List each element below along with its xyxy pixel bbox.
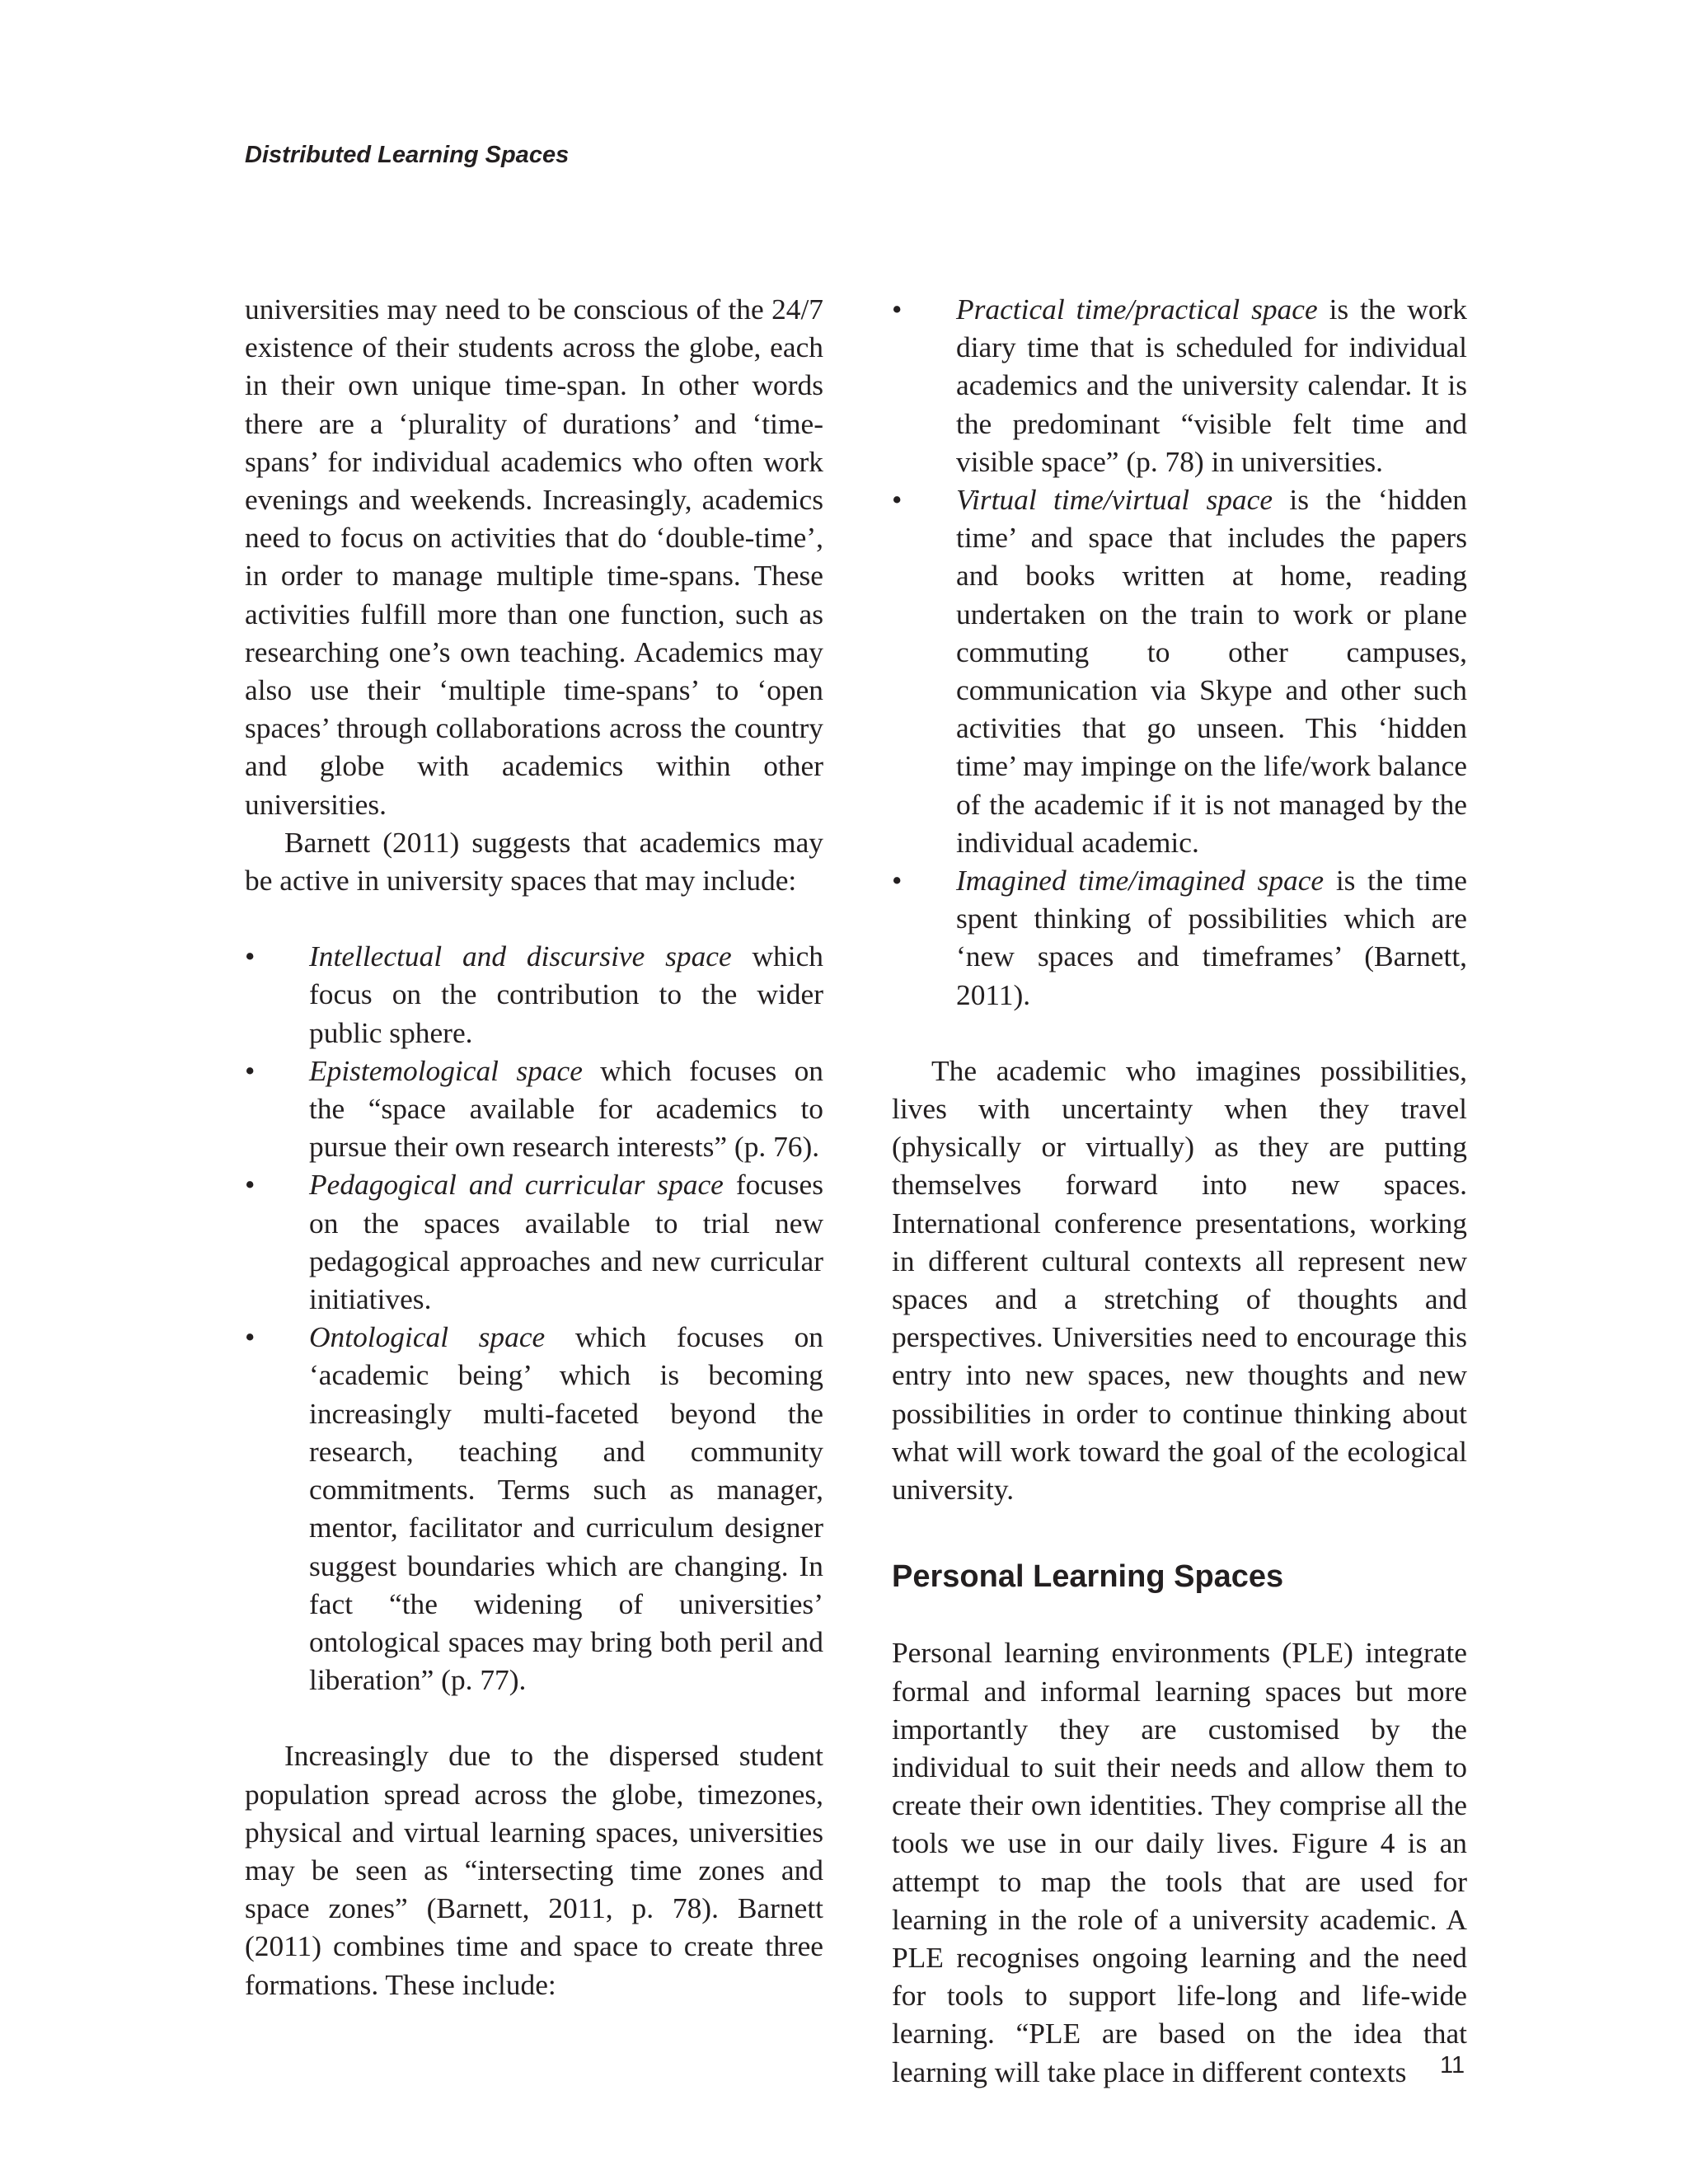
list-item bbox=[245, 1318, 823, 1699]
list-item bbox=[892, 290, 1467, 480]
left-paragraph-3: Increasingly due to the dispersed student population spread across the globe, timezones, physical and virtual learning spaces, universities may be seen as “intersecting time zones and space zones” (Barnett, 2011, p. 78). Barnett (2011) combines time and space to create three formations. These include: bbox=[245, 1739, 823, 2001]
bullet-icon: • bbox=[245, 1053, 256, 1087]
left-paragraph-2: Barnett (2011) suggests that academics may be active in university spaces that may include: bbox=[245, 825, 823, 898]
list-item-term: Intellectual and discursive space bbox=[309, 940, 732, 973]
list-item bbox=[892, 480, 1467, 861]
bullet-icon: • bbox=[245, 940, 256, 973]
page-number: 11 bbox=[1440, 2052, 1465, 2079]
list-item bbox=[892, 861, 1467, 1014]
time-space-formations-list bbox=[892, 290, 1467, 1014]
bullet-icon: • bbox=[892, 864, 903, 898]
right-paragraph-2: Personal learning environments (PLE) integrate formal and informal learning spaces but more importantly they are customised by the individual to suit their needs and allow them to create their own identities. They comprise all the tools we use in our daily lives. Figure 4 is an attempt to map the tools that are used for learning in the role of a university academic. A PLE recognises ongoing learning and the need for tools to support life-long and life-wide learning. “PLE are based on the idea that learning will take place in different contexts bbox=[892, 1636, 1467, 2088]
bullet-icon: • bbox=[245, 1320, 256, 1354]
list-item-term: Practical time/practical space bbox=[956, 293, 1318, 326]
list-item bbox=[245, 1165, 823, 1318]
list-item-term: Ontological space bbox=[309, 1320, 546, 1354]
left-column bbox=[245, 290, 823, 2004]
list-item-text: focuses on the spaces available to trial new pedagogical approaches and new curricular initiatives. bbox=[309, 1168, 823, 1316]
right-column bbox=[892, 290, 1467, 2091]
list-item-term: Pedagogical and curricular space bbox=[309, 1168, 724, 1202]
list-item bbox=[245, 1052, 823, 1166]
list-item-text: is the ‘hidden time’ and space that includes the papers and books written at home, reading undertaken on the train to work or plane commuting to other campuses, communication via Skype and other such activities that go unseen. This ‘hidden time’ may impinge on the life/work balance of the academic if it is not managed by the individual academic. bbox=[956, 483, 1468, 859]
right-paragraph-1: The academic who imagines possibilities, lives with uncertainty when they travel (physically or virtually) as they are putting themselves forward into new spaces. International conference presentations, working in different cultural contexts all represent new spaces and a stretching of thoughts and perspectives. Universities need to encourage this entry into new spaces, new thoughts and new possibilities in order to continue thinking about what will work toward the goal of the ecological university. bbox=[892, 1053, 1467, 1507]
left-paragraph-1: universities may need to be conscious of the 24/7 existence of their students across the globe, each in their own unique time-span. In other words there are a ‘plurality of durations’ and ‘time-spans’ for individual academics who often work evenings and weekends. Increasingly, academics need to focus on activities that do ‘double-time’, in order to manage multiple time-spans. These activities fulfill more than one function, such as researching one’s own teaching. Academics may also use their ‘multiple time-spans’ to ‘open spaces’ through collaborations across the country and globe with academics within other universities. bbox=[245, 293, 823, 821]
bullet-icon: • bbox=[245, 1168, 256, 1202]
list-item-text: is the time spent thinking of possibilities which are ‘new spaces and timeframes’ (Barnett, 2011). bbox=[956, 864, 1467, 1011]
section-heading: Personal Learning Spaces bbox=[892, 1559, 1284, 1595]
bullet-icon: • bbox=[892, 483, 903, 517]
university-spaces-list bbox=[245, 937, 823, 1699]
bullet-icon: • bbox=[892, 293, 903, 326]
list-item-text: is the work diary time that is scheduled for individual academics and the university calendar. It is the predominant “visible felt time and visible space” (p. 78) in universities. bbox=[956, 293, 1467, 478]
running-head: Distributed Learning Spaces bbox=[245, 142, 570, 168]
list-item-term: Imagined time/imagined space bbox=[956, 864, 1325, 898]
list-item-text: which focuses on the “space available for academics to pursue their own research interests” (p. 76). bbox=[309, 1053, 823, 1164]
list-item-text: which focus on the contribution to the wider public sphere. bbox=[309, 940, 823, 1049]
list-item-text: which focuses on ‘academic being’ which is becoming increasingly multi-faceted beyond the research, teaching and community commitments. Terms such as manager, mentor, facilitator and curriculum designer suggest boundaries which are changing. In fact “the widening of universities’ ontological spaces may bring both peril and liberation” (p. 77). bbox=[309, 1320, 823, 1697]
list-item-term: Virtual time/virtual space bbox=[956, 483, 1273, 517]
list-item bbox=[245, 937, 823, 1052]
list-item-term: Epistemological space bbox=[309, 1053, 583, 1087]
